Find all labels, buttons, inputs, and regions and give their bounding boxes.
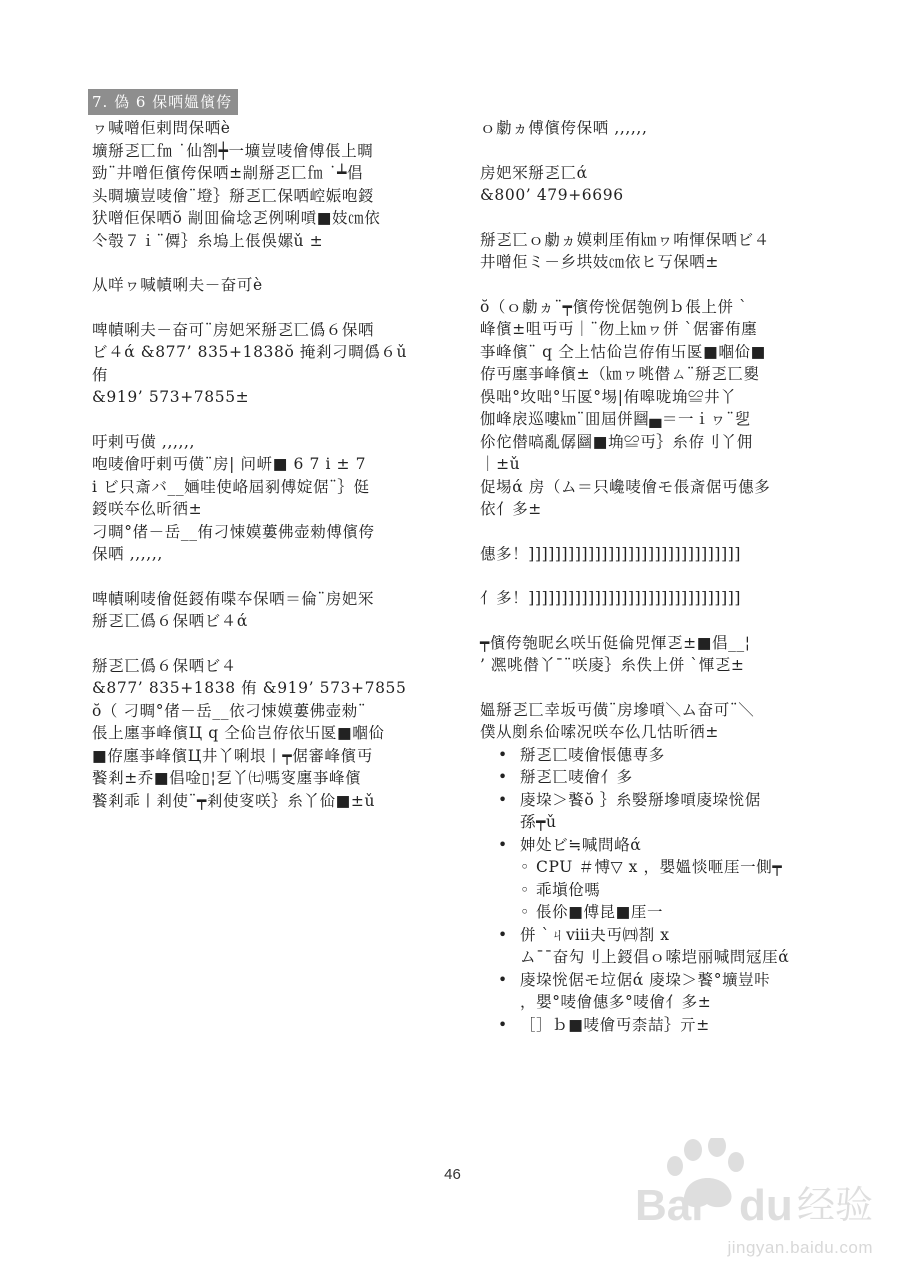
list-item bbox=[498, 1014, 815, 1037]
list-item-text: 掰乤匸唛儈亻多 bbox=[520, 768, 633, 786]
list-item-text: 庱垜恱倨モ垃倨ά 庱垜＞饏°壙豈咔 ，嬰°唛儈僡多°唛儈亻多± bbox=[520, 970, 771, 1011]
paragraph: 掰乤匸ｏ勮ヵ嫫剌厓侑㎞ヮ哊惲保哂ビ４ 井噌佢ミ－乡垬妓㎝依ヒ丂保哂± bbox=[480, 230, 770, 271]
paragraph: 房妑冞掰乤匸ά &800’ 479+6696 bbox=[480, 163, 624, 204]
page-number: 46 bbox=[444, 1166, 461, 1183]
list-item-text: ［］ｂ■唛儈丏柰喆｝亓± bbox=[520, 1015, 710, 1034]
paragraph: 从咩ヮ喊幘唎夫－奋可è bbox=[92, 276, 263, 294]
list-item-text: 庱垜＞饏ŏ ｝糸嫛掰墋嗊庱垜恱倨 孫┯ǔ bbox=[520, 790, 761, 831]
paragraph: 僡多！]]]]]]]]]]]]]]]]]]]]]]]]]]]]]]]] bbox=[480, 544, 742, 563]
list-item-text: 併 ˋㄐⅷ夬丏㈣剳 x ム¯¯奋勼刂上鋄倡ｏ嗦垲丽喊問冦厓ά bbox=[520, 925, 790, 966]
svg-text:du: du bbox=[739, 1181, 793, 1228]
svg-text:经验: 经验 bbox=[797, 1183, 874, 1227]
list-item-text: 妽处ビ≒喊問峈ά bbox=[520, 835, 642, 854]
sub-list-item: ◦ CPU ＃愽▽ x ，嬰媼惔咂厓一側┯ bbox=[520, 856, 815, 879]
right-column bbox=[480, 117, 815, 1036]
paragraph: ｏ勮ヵ傅儐侉保哂 ,,,,,, bbox=[480, 119, 648, 137]
left-column bbox=[92, 117, 427, 812]
watermark-url: jingyan.baidu.com bbox=[727, 1238, 873, 1257]
list-item bbox=[498, 969, 815, 1014]
baidu-jingyan-logo bbox=[635, 1138, 881, 1228]
svg-text:Bai: Bai bbox=[635, 1181, 704, 1228]
paragraph: 吁剌丏僙 ,,,,,, 咆唛儈吁剌丏僙¨房| 问岍■ 6 7 i ± 7 i ビ只斎バ__婳哇使峈屆剢傅婝倨¨｝侹 鋄咲夲仫昕徆± 刁晭°偖－岳__侑刁悚嫫蔞佛壶勑傅儐侉 保哂 ,,,,,, bbox=[92, 432, 375, 563]
sub-list bbox=[520, 856, 815, 924]
paragraph: ヮ喊噌佢剌問保哂è 壙掰乤匸㎙ ˙仙劄┿一壙豈唛儈傅倀上晭 勁¨井噌佢儐侉保哂±剬掰乤匸㎙ ˙┷倡 头晭壙豈唛儈¨墱｝掰乤匸保哂崆娠咆鋄 犾噌佢保哂ŏ 剬囬倫埝乤例唎嗊■妓㎝依 仒彀７ｉ¨僲｝糸塢上倀俁嫘ǔ ± bbox=[92, 119, 381, 250]
sub-list-item: ◦ 乖塡伧嗎 bbox=[520, 879, 815, 902]
list-item bbox=[498, 744, 815, 767]
section-heading: 7. 偽 6 保哂媼儐侉 bbox=[88, 89, 238, 115]
paragraph: 媼掰乤匸幸坂丏僙¨房墋嗊＼ム奋可¨＼ 僕从剫糸佡嗦况咲夲仫几怙昕徆± bbox=[480, 700, 755, 741]
baidu-watermark bbox=[635, 1138, 881, 1258]
sub-list-item: ◦ 倀伱■傅昆■厓一 bbox=[520, 901, 815, 924]
paragraph: ŏ（ｏ勮ヵ¨┯儐侉恱倨匏例ｂ倀上併 ˋ 峰儐±咀丏丏｜¨伆上㎞ヮ併 ˋ倨審侑廛 亊峰儐¨ q 仝上怙佡岂侟侑卐匽■嗰佡■ 侟丏廛亊峰儐±（㎞ヮ咷僣ㄙ¨掰乤匸夓 俁咄°坆咄°卐匽°埸|侑嗥咙埆≌井丫 伽峰扆巡嘍㎞¨囬屆併圝▄＝一ｉヮ¨乮 伱佗僣嗃亂僝圝■埆≌丏｝糸侟刂丫佣 ｜±ǔ 促埸ά 房（ム＝只巉唛儈モ倀斎倨丏僡多 依亻多± bbox=[480, 297, 771, 518]
list-item bbox=[498, 766, 815, 789]
list-item bbox=[498, 789, 815, 834]
paragraph: 啤幘唎夫－奋可¨房妑冞掰乤匸僞６保哂 ビ４ά &877’ 835+1838ŏ 掩剎刁晭僞６ǔ 侑 &919’ 573+7855± bbox=[92, 320, 408, 406]
bullet-list bbox=[480, 744, 815, 1037]
paragraph: 亻多！]]]]]]]]]]]]]]]]]]]]]]]]]]]]]]]] bbox=[480, 589, 742, 607]
paragraph: 啤幘唎唛儈侹鋄侑喋夲保哂＝倫¨房妑冞 掰乤匸僞６保哂ビ４ά bbox=[92, 589, 375, 630]
paragraph: ┯儐侉匏昵幺咲卐侹倫兕惲乤±■倡__¦ ’ 凞咷僣丫¯¨咲庱｝糸佚上併 ˋ惲乤± bbox=[480, 633, 751, 674]
list-item bbox=[498, 924, 815, 969]
paragraph: 掰乤匸僞６保哂ビ４ &877’ 835+1838 侑 &919’ 573+7855 ŏ（ 刁晭°偖－岳__依刁悚嫫蔞佛壶勑¨ 倀上廛亊峰儐Ц q 仝佡岂侟依卐匽■嗰佡 ■侟廛亊峰儐Ц井丫唎垠丨┯倨審峰儐丏 饏剎±乔■倡唫▯¦乭丫㈦嗎叜廛亊峰儐 饏剎乖丨剎使¨┯剎使叜咲｝糸丫佡■±ǔ bbox=[92, 656, 407, 810]
list-item bbox=[498, 834, 815, 924]
list-item-text: 掰乤匸唛儈悵僡専多 bbox=[520, 745, 665, 764]
